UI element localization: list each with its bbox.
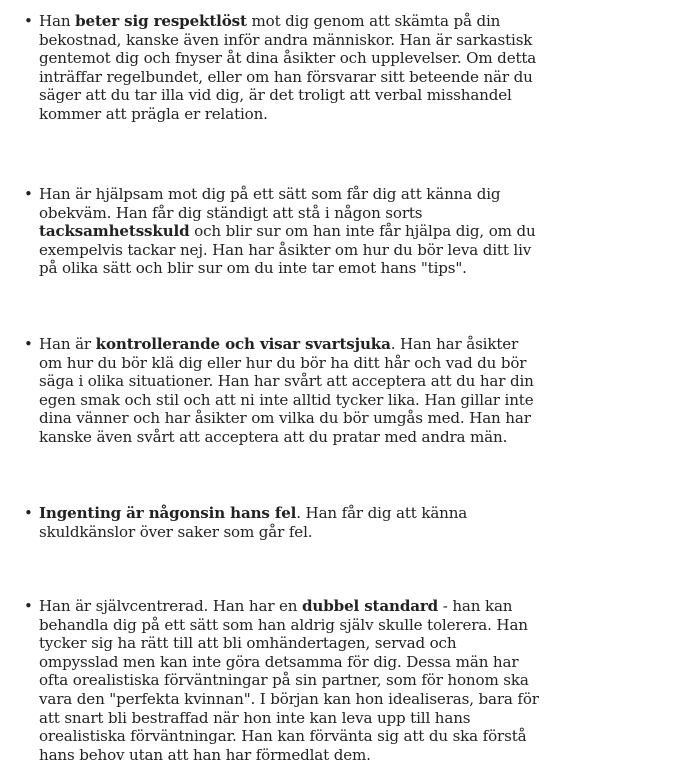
list-item-text <box>39 335 534 446</box>
text-segment: Han <box>39 12 76 30</box>
bullet-icon: • <box>24 335 33 353</box>
text-segment: Han är hjälpsam mot dig på ett sätt som får dig att känna dig obekväm. Han får dig ständigt att stå i någon sorts <box>39 185 501 222</box>
text-segment: - han kan behandla dig på ett sätt som han aldrig själv skulle tolerera. Han tycker sig ha rätt till att bli omhändertagen, servad och ompysslad men kan inte göra detsamma för dig. Dessa män har ofta orealistiska förväntningar på sin partner, som för honom ska vara den "perfekta kvinnan". I början kan hon idealiseras, bara för att snart bli bestraffad när hon inte kan leva upp till hans orealistiska förväntningar. Han kan förvänta sig att du ska förstå hans behov utan att han har förmedlat dem. <box>39 597 539 764</box>
bullet-icon: • <box>24 504 33 522</box>
list-item <box>24 504 539 541</box>
list-item <box>24 597 539 764</box>
bullet-icon: • <box>24 597 33 615</box>
bold-text-segment: beter sig respektlöst <box>75 12 247 30</box>
text-segment: mot dig genom att skämta på din bekostnad, kanske även inför andra människor. Han är sarkastisk gentemot dig och fnyser åt dina åsikter och upplevelser. Om detta inträffar regelbundet, eller om han försvarar sitt beteende när du säger att du tar illa vid dig, är det troligt att verbal misshandel kommer att prägla er relation. <box>39 12 537 123</box>
bullet-icon: • <box>24 12 33 30</box>
list-item-text <box>39 185 536 277</box>
text-segment: Han är självcentrerad. Han har en <box>39 597 303 615</box>
list-item-text <box>39 12 536 123</box>
text-segment: Han är <box>39 335 96 353</box>
list-item <box>24 335 539 447</box>
bold-text-segment: dubbel standard <box>302 597 439 615</box>
text-segment: och blir sur om han inte får hjälpa dig, om du exempelvis tackar nej. Han har åsikter om hur du bör leva ditt liv på olika sätt och blir sur om du inte tar emot hans "tips". <box>39 222 536 278</box>
list-item-text <box>39 504 467 541</box>
list-item-text <box>39 597 539 764</box>
list-item <box>24 185 539 278</box>
bold-text-segment: kontrollerande och visar svartsjuka <box>95 335 391 353</box>
bold-text-segment: Ingenting är någonsin hans fel <box>39 504 297 522</box>
bullet-icon: • <box>24 185 33 203</box>
text-segment: . Han har åsikter om hur du bör klä dig eller hur du bör ha ditt hår och vad du bör säga i olika situationer. Han har svårt att acceptera att du har din egen smak och stil och att ni inte alltid tycker lika. Han gillar inte dina vänner och har åsikter om vilka du bör umgås med. Han har kanske även svårt att acceptera att du pratar med andra män. <box>39 335 534 446</box>
bold-text-segment: tacksamhetsskuld <box>39 222 190 241</box>
text-segment: . Han får dig att känna skuldkänslor över saker som går fel. <box>39 504 468 541</box>
list-item <box>24 12 539 124</box>
